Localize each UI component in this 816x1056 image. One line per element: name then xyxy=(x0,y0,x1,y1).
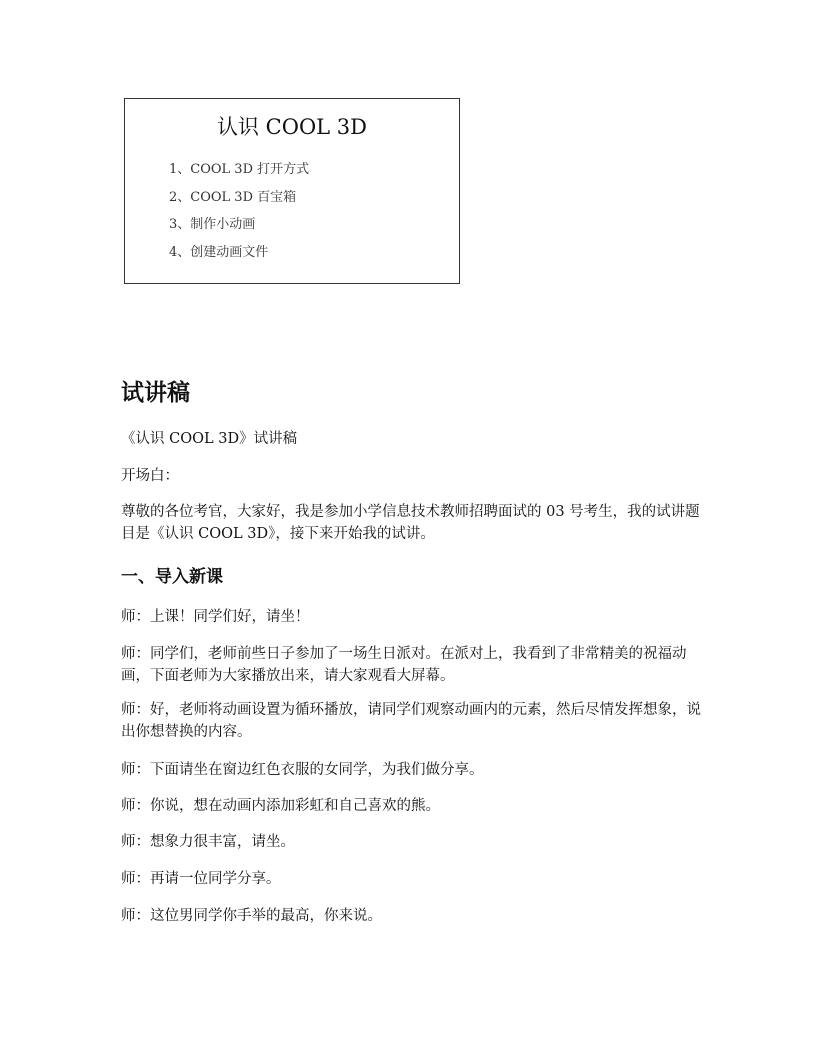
opening-label: 开场白： xyxy=(121,468,179,484)
slide-outline-item: 1、COOL 3D 打开方式 xyxy=(169,162,310,177)
slide-thumbnail xyxy=(124,98,460,284)
section-heading-intro: 一、导入新课 xyxy=(121,567,223,587)
slide-outline-item: 4、创建动画文件 xyxy=(169,244,269,260)
intro-paragraph: 尊敬的各位考官，大家好，我是参加小学信息技术教师招聘面试的 03 号考生，我的试讲题目是《认识 COOL 3D》，接下来开始我的试讲。 xyxy=(121,504,700,542)
dialogue-line: 师：你说，想在动画内添加彩虹和自己喜欢的熊。 xyxy=(121,798,440,814)
dialogue-line: 师：这位男同学你手举的最高，你来说。 xyxy=(121,908,382,924)
slide-outline-item: 2、COOL 3D 百宝箱 xyxy=(169,189,297,205)
dialogue-line: 师：下面请坐在窗边红色衣服的女同学，为我们做分享。 xyxy=(121,762,484,778)
document-subtitle: 《认识 COOL 3D》试讲稿 xyxy=(121,431,298,447)
slide-outline xyxy=(169,161,309,271)
dialogue-line: 师：想象力很丰富，请坐。 xyxy=(121,834,295,850)
slide-title: 认识 COOL 3D xyxy=(217,115,367,139)
dialogue-line: 师：好，老师将动画设置为循环播放，请同学们观察动画内的元素，然后尽情发挥想象，说出你想替换的内容。 xyxy=(121,702,701,740)
dialogue-line: 师：上课！同学们好，请坐！ xyxy=(121,609,310,625)
slide-outline-item: 3、制作小动画 xyxy=(169,217,256,232)
document-heading: 试讲稿 xyxy=(121,380,190,406)
dialogue-line: 师：再请一位同学分享。 xyxy=(121,871,281,887)
dialogue-line: 师：同学们，老师前些日子参加了一场生日派对。在派对上，我看到了非常精美的祝福动画，下面老师为大家播放出来，请大家观看大屏幕。 xyxy=(121,646,687,684)
